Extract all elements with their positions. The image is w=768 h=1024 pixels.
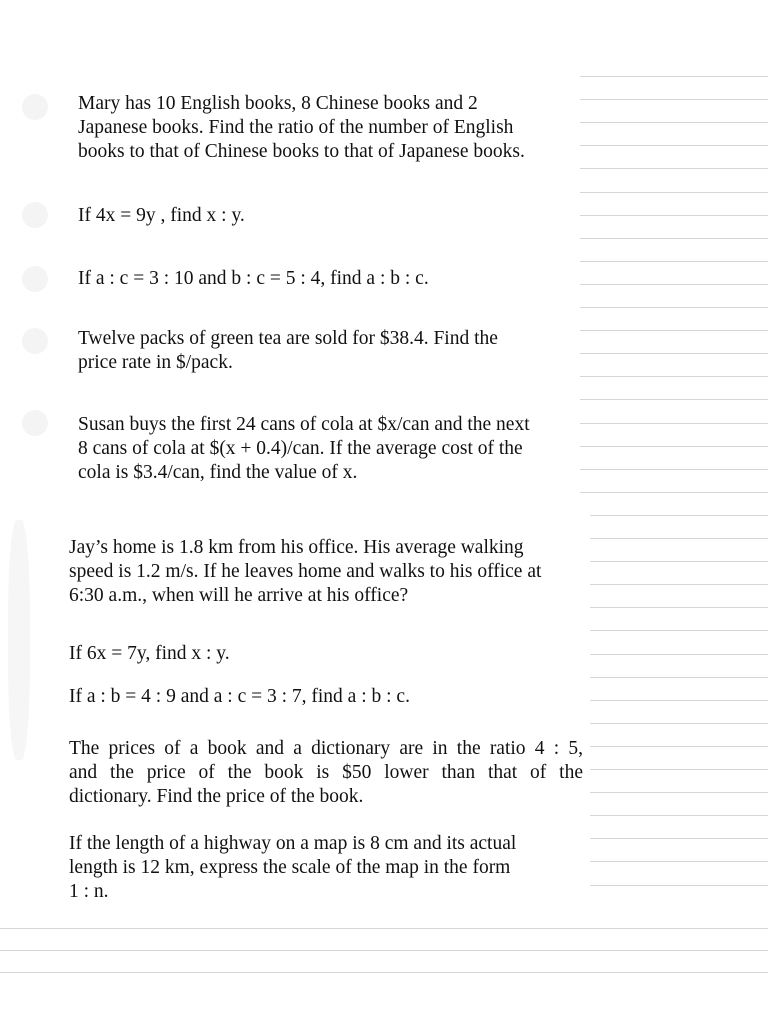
ruled-line xyxy=(590,654,768,655)
question-10 xyxy=(69,832,516,904)
question-line: 6:30 a.m., when will he arrive at his office? xyxy=(69,585,409,606)
ruled-line xyxy=(580,238,768,239)
ruled-line xyxy=(580,399,768,400)
ruled-line xyxy=(580,168,768,169)
margin-mark xyxy=(22,202,48,228)
ruled-line xyxy=(0,928,768,929)
question-6 xyxy=(69,536,541,608)
question-line: Susan buys the first 24 cans of cola at $x/can and the next xyxy=(78,414,530,435)
ruled-line xyxy=(590,561,768,562)
ruled-line xyxy=(0,972,768,973)
ruled-line xyxy=(580,145,768,146)
ruled-line xyxy=(580,330,768,331)
question-line: Mary has 10 English books, 8 Chinese books and 2 xyxy=(78,93,478,114)
ruled-line xyxy=(580,469,768,470)
ruled-line xyxy=(590,700,768,701)
ruled-line xyxy=(580,192,768,193)
ruled-line xyxy=(580,261,768,262)
margin-mark xyxy=(8,520,30,760)
ruled-line xyxy=(590,769,768,770)
question-3 xyxy=(78,267,429,291)
ruled-line xyxy=(590,607,768,608)
ruled-line xyxy=(580,76,768,77)
ruled-line xyxy=(0,950,768,951)
ruled-line xyxy=(590,815,768,816)
question-line: speed is 1.2 m/s. If he leaves home and walks to his office at xyxy=(69,561,542,582)
question-7 xyxy=(69,642,230,666)
question-5 xyxy=(78,413,530,485)
ruled-line xyxy=(590,746,768,747)
ruled-line xyxy=(590,723,768,724)
ruled-line xyxy=(580,492,768,493)
ruled-line xyxy=(580,376,768,377)
ruled-line xyxy=(590,792,768,793)
ruled-line xyxy=(580,215,768,216)
question-4 xyxy=(78,327,498,375)
question-9 xyxy=(69,737,583,809)
question-line: If 6x = 7y, find x : y. xyxy=(69,643,230,664)
question-line: Twelve packs of green tea are sold for $38.4. Find the xyxy=(78,328,498,349)
ruled-line xyxy=(580,353,768,354)
ruled-line xyxy=(590,885,768,886)
margin-mark xyxy=(22,94,48,120)
question-line: The prices of a book and a dictionary are in the ratio 4 : 5, xyxy=(69,738,583,759)
margin-mark xyxy=(22,328,48,354)
ruled-line xyxy=(590,630,768,631)
question-8 xyxy=(69,685,410,709)
ruled-line xyxy=(580,122,768,123)
ruled-line xyxy=(590,838,768,839)
ruled-line xyxy=(590,677,768,678)
question-line: books to that of Chinese books to that of Japanese books. xyxy=(78,141,525,162)
question-line: dictionary. Find the price of the book. xyxy=(69,786,364,807)
ruled-line xyxy=(580,446,768,447)
question-2 xyxy=(78,204,245,228)
ruled-line xyxy=(590,861,768,862)
question-line: price rate in $/pack. xyxy=(78,352,233,373)
ruled-line xyxy=(590,538,768,539)
ruled-line xyxy=(580,284,768,285)
question-line: Japanese books. Find the ratio of the number of English xyxy=(78,117,514,138)
ruled-line xyxy=(580,99,768,100)
ruled-line xyxy=(580,307,768,308)
ruled-line xyxy=(590,584,768,585)
question-1 xyxy=(78,92,525,164)
question-line: If a : c = 3 : 10 and b : c = 5 : 4, find a : b : c. xyxy=(78,268,429,289)
question-line: 8 cans of cola at $(x + 0.4)/can. If the average cost of the xyxy=(78,438,523,459)
question-line: and the price of the book is $50 lower than that of the xyxy=(69,762,583,783)
question-line: Jay’s home is 1.8 km from his office. His average walking xyxy=(69,537,524,558)
margin-mark xyxy=(22,410,48,436)
question-line: cola is $3.4/can, find the value of x. xyxy=(78,462,358,483)
ruled-line xyxy=(580,423,768,424)
question-line: If 4x = 9y , find x : y. xyxy=(78,205,245,226)
question-line: If a : b = 4 : 9 and a : c = 3 : 7, find a : b : c. xyxy=(69,686,410,707)
ruled-line xyxy=(590,515,768,516)
question-line: 1 : n. xyxy=(69,881,109,902)
margin-mark xyxy=(22,266,48,292)
question-line: length is 12 km, express the scale of the map in the form xyxy=(69,857,511,878)
question-line: If the length of a highway on a map is 8 cm and its actual xyxy=(69,833,517,854)
